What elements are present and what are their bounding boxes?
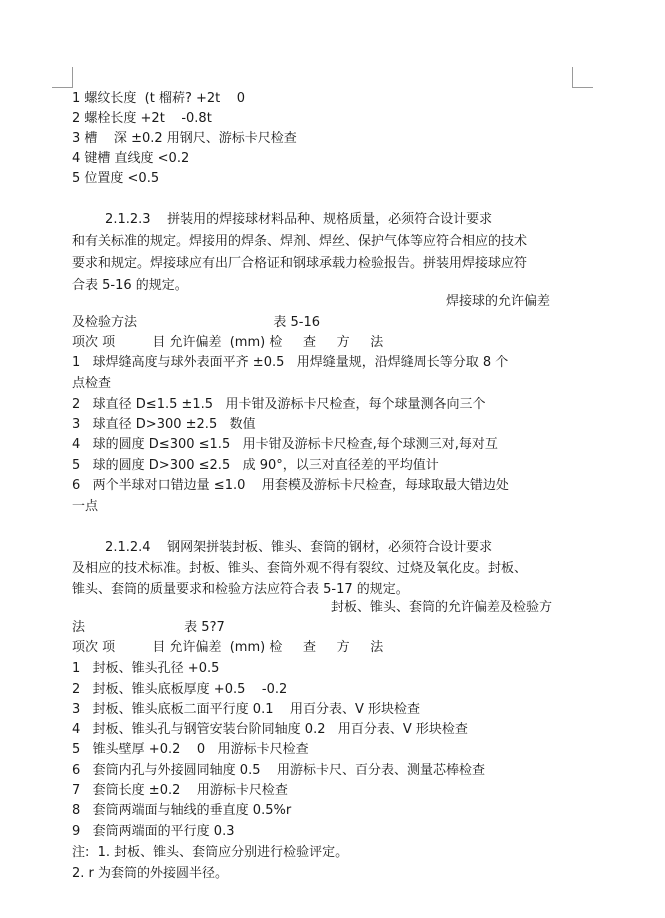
paragraph-line: 合表 5-16 的规定。 xyxy=(72,278,188,293)
text-line: 2 螺栓长度 +2t -0.8t xyxy=(72,111,212,126)
text-line: 4 键槽 直线度 <0.2 xyxy=(72,151,190,166)
text-line: 5 位置度 <0.5 xyxy=(72,171,160,186)
table-caption: 法 表 5?7 xyxy=(72,620,225,635)
table-row: 5 锥头壁厚 +0.2 0 用游标卡尺检查 xyxy=(72,742,309,757)
paragraph-line: 及相应的技术标准。封板、锥头、套筒外观不得有裂纹、过烧及氧化皮。封板、 xyxy=(72,561,528,576)
table-note: 2. r 为套筒的外接圆半径。 xyxy=(72,866,229,881)
table-row: 4 球的圆度 D≤300 ≤1.5 用卡钳及游标卡尺检查,每个球测三对,每对互 xyxy=(72,437,498,452)
table-row: 9 套筒两端面的平行度 0.3 xyxy=(72,824,235,839)
table-row: 点检查 xyxy=(72,376,112,391)
table-note: 注: 1. 封板、锥头、套筒应分别进行检验评定。 xyxy=(72,845,349,860)
paragraph-line: 和有关标准的规定。焊接用的焊条、焊剂、焊丝、保护气体等应符合相应的技术 xyxy=(72,234,528,249)
text-line: 3 槽 深 ±0.2 用钢尺、游标卡尺检查 xyxy=(72,131,297,146)
paragraph-line: 2.1.2.4 钢网架拼装封板、锥头、套筒的钢材，必须符合设计要求 xyxy=(72,540,493,555)
table-row: 1 球焊缝高度与球外表面平齐 ±0.5 用焊缝量规，沿焊缝周长等分取 8 个 xyxy=(72,355,509,370)
margin-corner-mark-top-left xyxy=(52,67,73,88)
table-row: 1 封板、锥头孔径 +0.5 xyxy=(72,661,220,676)
text-line: 1 螺纹长度 (t 榴菥? +2t 0 xyxy=(72,91,246,106)
table-row: 8 套筒两端面与轴线的垂直度 0.5%r xyxy=(72,803,292,818)
table-row: 4 封板、锥头孔与钢管安装台阶同轴度 0.2 用百分表、V 形块检查 xyxy=(72,722,468,737)
table-row: 6 套筒内孔与外接圆同轴度 0.5 用游标卡尺、百分表、测量芯棒检查 xyxy=(72,763,486,778)
table-row: 6 两个半球对口错边量 ≤1.0 用套模及游标卡尺检查，每球取最大错边处 xyxy=(72,478,509,493)
table-row: 5 球的圆度 D>300 ≤2.5 成 90°，以三对直径差的平均值计 xyxy=(72,458,439,473)
table-row: 3 封板、锥头底板二面平行度 0.1 用百分表、V 形块检查 xyxy=(72,702,421,717)
paragraph-line: 锥头、套筒的质量要求和检验方法应符合表 5-17 的规定。 xyxy=(72,582,409,597)
table-caption: 及检验方法 表 5-16 xyxy=(72,315,321,330)
table-caption: 焊接球的允许偏差 xyxy=(446,294,551,309)
margin-corner-mark-top-right xyxy=(572,67,593,88)
paragraph-line: 2.1.2.3 拼装用的焊接球材料品种、规格质量，必须符合设计要求 xyxy=(72,212,493,227)
table-header: 项次 项 目 允许偏差 (mm) 检 查 方 法 xyxy=(72,335,384,350)
table-caption: 封板、锥头、套筒的允许偏差及检验方 xyxy=(331,600,553,615)
table-header: 项次 项 目 允许偏差 (mm) 检 查 方 法 xyxy=(72,640,384,655)
table-row: 2 球直径 D≤1.5 ±1.5 用卡钳及游标卡尺检查，每个球量测各向三个 xyxy=(72,397,486,412)
table-row: 一点 xyxy=(72,499,99,514)
paragraph-line: 要求和规定。焊接球应有出厂合格证和钢球承载力检验报告。拼装用焊接球应符 xyxy=(72,256,528,271)
table-row: 2 封板、锥头底板厚度 +0.5 -0.2 xyxy=(72,682,288,697)
table-row: 3 球直径 D>300 ±2.5 数值 xyxy=(72,417,256,432)
table-row: 7 套筒长度 ±0.2 用游标卡尺检查 xyxy=(72,783,288,798)
